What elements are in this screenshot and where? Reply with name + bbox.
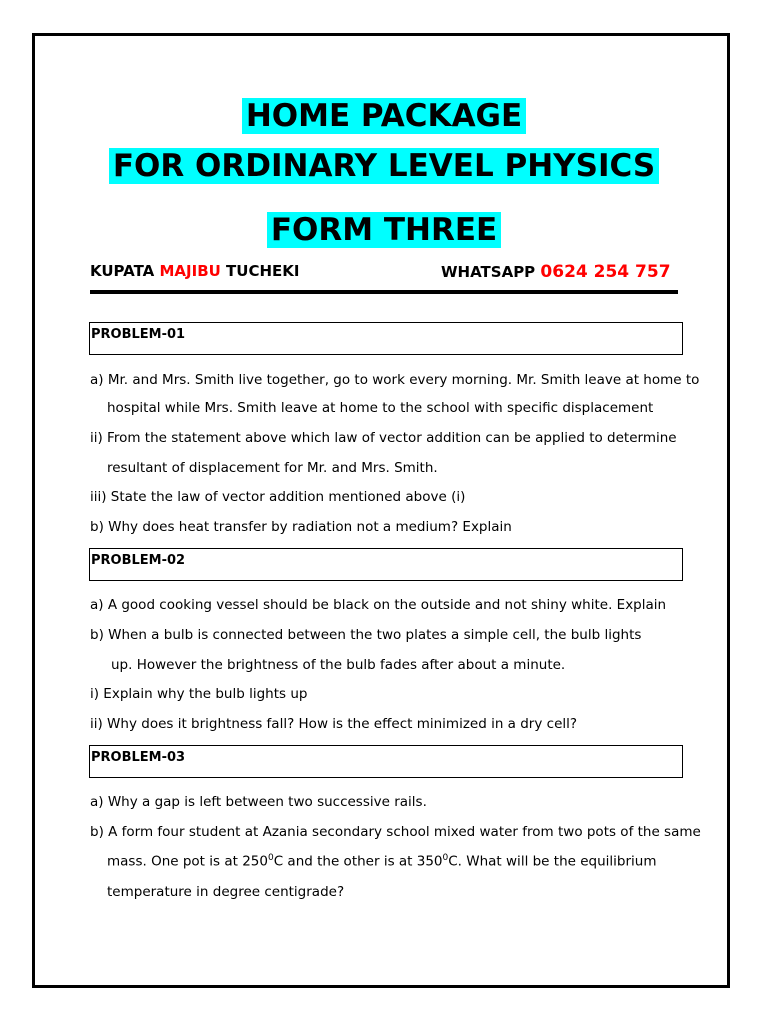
author-line xyxy=(90,262,299,280)
problem-01-line-6: b) Why does heat transfer by radiation not a medium? Explain xyxy=(90,519,512,535)
problem-03-line-3 xyxy=(107,853,656,870)
problem-01-header: PROBLEM-01 xyxy=(89,322,683,355)
problem-01-line-2: hospital while Mrs. Smith leave at home to the school with specific displacement xyxy=(107,400,654,416)
problem-03-line-2: b) A form four student at Azania secondary school mixed water from two pots of the same xyxy=(90,824,701,840)
problem-02-line-2: b) When a bulb is connected between the two plates a simple cell, the bulb lights xyxy=(90,627,642,643)
author-part-1: KUPATA xyxy=(90,262,160,280)
temp-text-1: mass. One pot is at 250 xyxy=(107,853,268,870)
temp-text-3: C. What will be the equilibrium xyxy=(448,853,657,870)
problem-03-header: PROBLEM-03 xyxy=(89,745,683,778)
title-line-3: FORM THREE xyxy=(0,210,768,250)
header-divider xyxy=(90,290,678,294)
whatsapp-number: 0624 254 757 xyxy=(540,262,671,282)
title-line-1: HOME PACKAGE xyxy=(0,96,768,136)
degree-sup-2: 0 xyxy=(442,853,449,863)
whatsapp-line xyxy=(441,262,671,282)
problem-02-line-1: a) A good cooking vessel should be black on the outside and not shiny white. Explain xyxy=(90,597,667,613)
problem-01-line-4: resultant of displacement for Mr. and Mrs. Smith. xyxy=(107,460,438,476)
problem-01-line-1: a) Mr. and Mrs. Smith live together, go to work every morning. Mr. Smith leave at home to xyxy=(90,372,700,388)
problem-01-line-5: iii) State the law of vector addition mentioned above (i) xyxy=(90,489,466,505)
whatsapp-label: WHATSAPP xyxy=(441,263,541,281)
degree-sup-1: 0 xyxy=(267,853,274,863)
problem-02-header: PROBLEM-02 xyxy=(89,548,683,581)
problem-02-line-4: i) Explain why the bulb lights up xyxy=(90,686,308,702)
problem-02-line-5: ii) Why does it brightness fall? How is the effect minimized in a dry cell? xyxy=(90,716,578,732)
temp-text-2: C and the other is at 350 xyxy=(273,853,443,870)
problem-03-line-1: a) Why a gap is left between two successive rails. xyxy=(90,794,427,810)
author-part-2: MAJIBU xyxy=(159,262,221,280)
author-part-3: TUCHEKI xyxy=(220,262,300,280)
problem-03-line-4: temperature in degree centigrade? xyxy=(107,884,345,900)
title-line-2: FOR ORDINARY LEVEL PHYSICS xyxy=(0,146,768,186)
problem-02-line-3: up. However the brightness of the bulb fades after about a minute. xyxy=(111,657,566,673)
problem-01-line-3: ii) From the statement above which law of vector addition can be applied to determine xyxy=(90,430,677,446)
